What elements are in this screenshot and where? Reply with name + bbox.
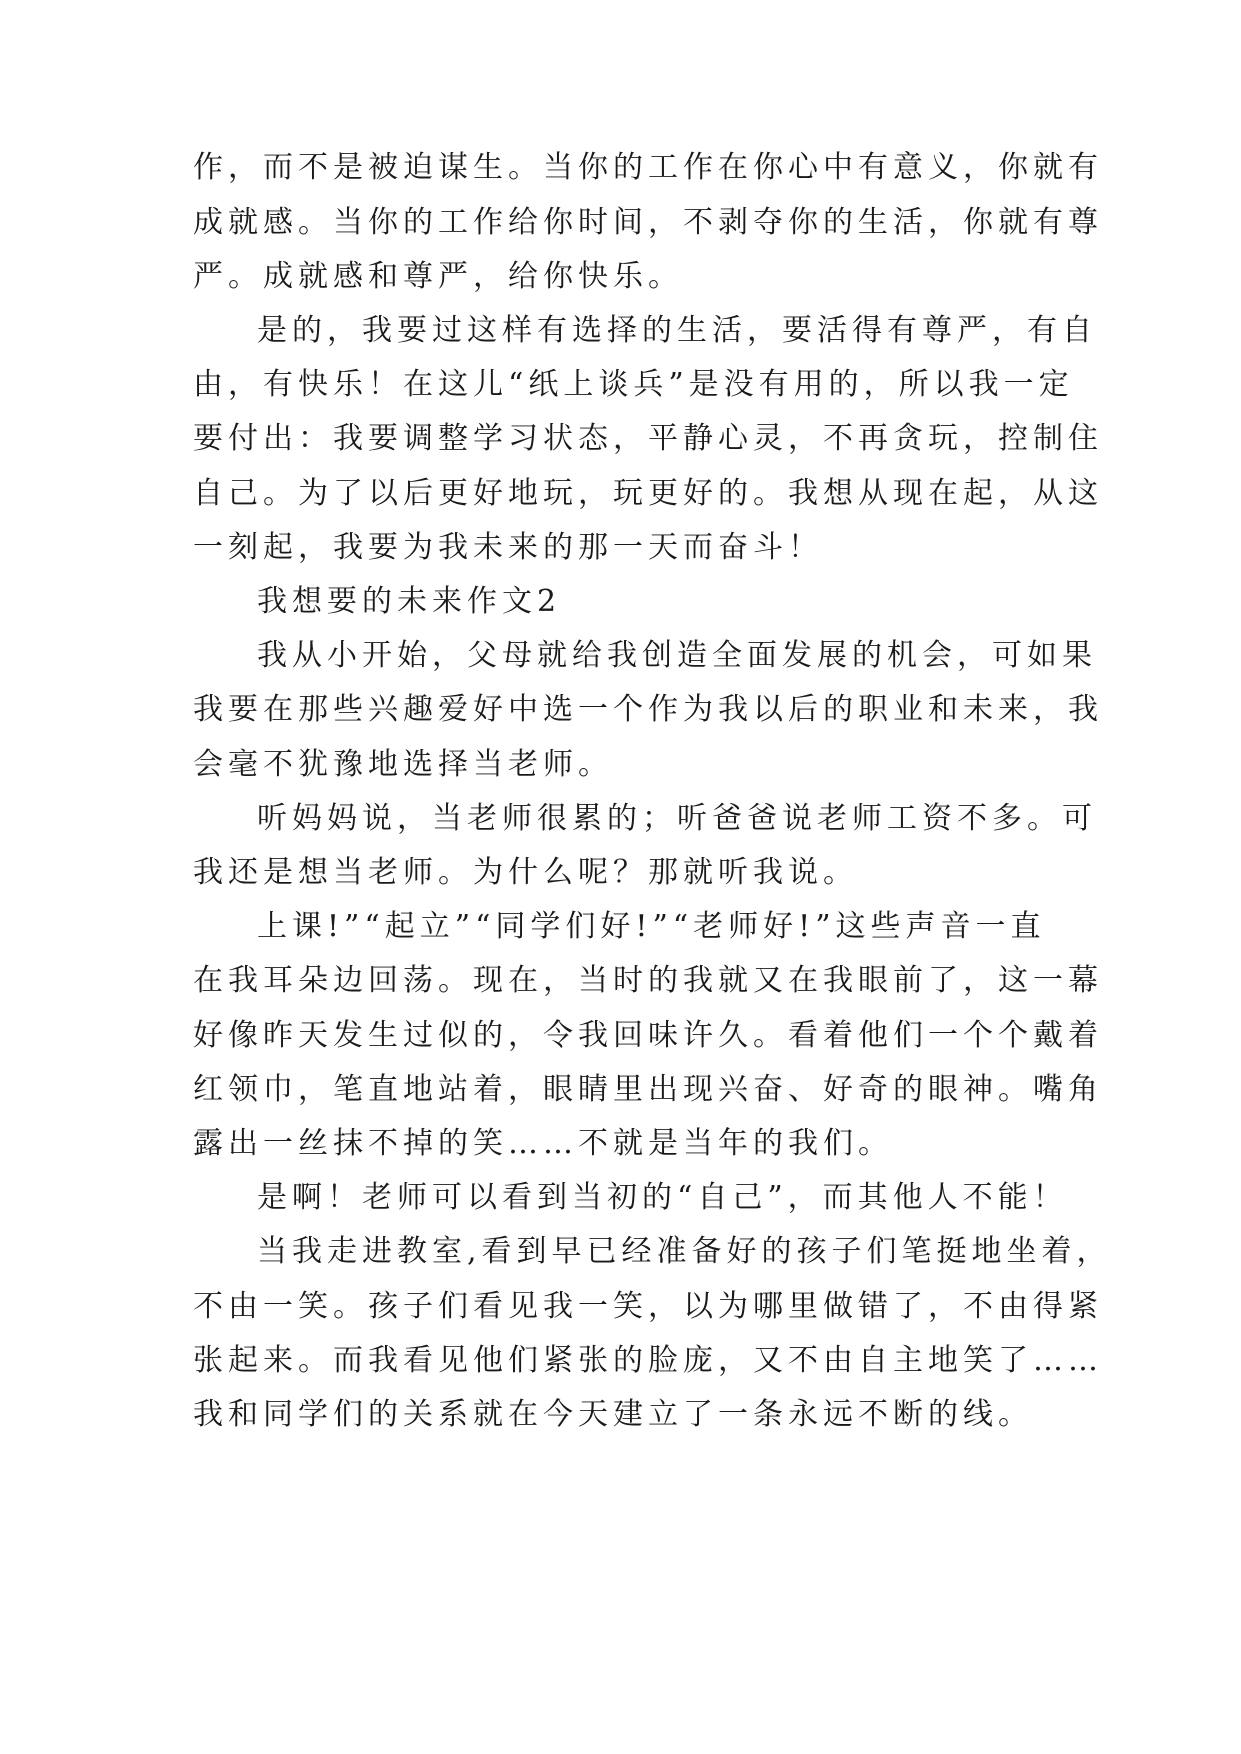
text-line: 我要在那些兴趣爱好中选一个作为我以后的职业和未来，我: [193, 692, 1103, 727]
text-line: 红领巾，笔直地站着，眼睛里出现兴奋、好奇的眼神。嘴角: [193, 1072, 1103, 1107]
text-line: 由，有快乐！在这儿“纸上谈兵”是没有用的，所以我一定: [193, 367, 1074, 402]
section-heading: 我想要的未来作文2: [257, 584, 562, 619]
paragraph-first-line: 是的，我要过这样有选择的生活，要活得有尊严，有自: [257, 313, 1097, 348]
paragraph-first-line: 上课!”“起立”“同学们好!”“老师好!”这些声音一直: [257, 909, 1046, 944]
text-line: 我还是想当老师。为什么呢？那就听我说。: [193, 855, 858, 890]
paragraph-first-line: 是啊！老师可以看到当初的“自己”，而其他人不能！: [257, 1180, 1068, 1215]
text-line: 我和同学们的关系就在今天建立了一条永远不断的线。: [193, 1397, 1033, 1432]
paragraph-first-line: 听妈妈说，当老师很累的；听爸爸说老师工资不多。可: [257, 801, 1097, 836]
text-line: 严。成就感和尊严，给你快乐。: [193, 259, 683, 294]
text-line: 作，而不是被迫谋生。当你的工作在你心中有意义，你就有: [193, 150, 1103, 185]
text-line: 一刻起，我要为我未来的那一天而奋斗！: [193, 530, 823, 565]
text-line: 不由一笑。孩子们看见我一笑，以为哪里做错了，不由得紧: [193, 1289, 1103, 1324]
text-line: 要付出：我要调整学习状态，平静心灵，不再贪玩，控制住: [193, 421, 1103, 456]
text-line: 在我耳朵边回荡。现在，当时的我就又在我眼前了，这一幕: [193, 963, 1103, 998]
text-line: 张起来。而我看见他们紧张的脸庞，又不由自主地笑了……: [193, 1343, 1103, 1378]
paragraph-first-line: 我从小开始，父母就给我创造全面发展的机会，可如果: [257, 638, 1097, 673]
text-line: 好像昨天发生过似的，令我回味许久。看着他们一个个戴着: [193, 1018, 1103, 1053]
text-line: 自己。为了以后更好地玩，玩更好的。我想从现在起，从这: [193, 476, 1103, 511]
text-line: 成就感。当你的工作给你时间，不剥夺你的生活，你就有尊: [193, 205, 1103, 240]
paragraph-first-line: 当我走进教室,看到早已经准备好的孩子们笔挺地坐着，: [257, 1234, 1112, 1269]
text-line: 露出一丝抹不掉的笑……不就是当年的我们。: [193, 1126, 893, 1161]
text-line: 会毫不犹豫地选择当老师。: [193, 747, 613, 782]
